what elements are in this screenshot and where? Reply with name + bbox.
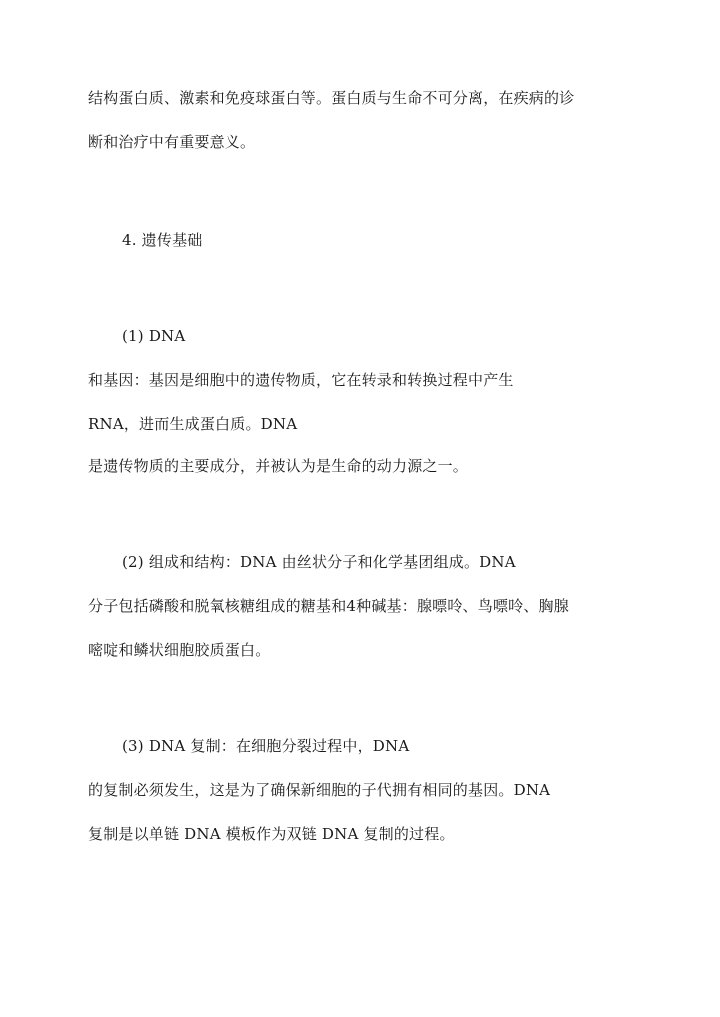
item-2-text-line: 分子包括磷酸和脱氧核糖组成的糖基和4种碱基：腺嘌呤、鸟嘌呤、胸腺 <box>88 597 569 615</box>
item-1-heading: (1) DNA <box>122 327 186 345</box>
item-1-text-line: 是遗传物质的主要成分，并被认为是生命的动力源之一。 <box>88 457 469 475</box>
item-1-text-line: 和基因：基因是细胞中的遗传物质，它在转录和转换过程中产生 <box>88 371 514 389</box>
intro-text-line: 断和治疗中有重要意义。 <box>88 133 256 151</box>
section-heading: 4. 遗传基础 <box>122 231 203 249</box>
item-1-text-line: RNA，进而生成蛋白质。DNA <box>88 415 298 433</box>
item-3-text-line: 的复制必须发生，这是为了确保新细胞的子代拥有相同的基因。DNA <box>88 781 551 799</box>
item-2-heading: (2) 组成和结构：DNA 由丝状分子和化学基团组成。DNA <box>122 553 516 571</box>
item-2-text-line: 嘧啶和鳞状细胞胶质蛋白。 <box>88 641 271 659</box>
item-3-heading: (3) DNA 复制：在细胞分裂过程中，DNA <box>122 737 410 755</box>
item-3-text-line: 复制是以单链 DNA 模板作为双链 DNA 复制的过程。 <box>88 825 455 843</box>
intro-text-line: 结构蛋白质、激素和免疫球蛋白等。蛋白质与生命不可分离，在疾病的诊 <box>88 89 575 107</box>
